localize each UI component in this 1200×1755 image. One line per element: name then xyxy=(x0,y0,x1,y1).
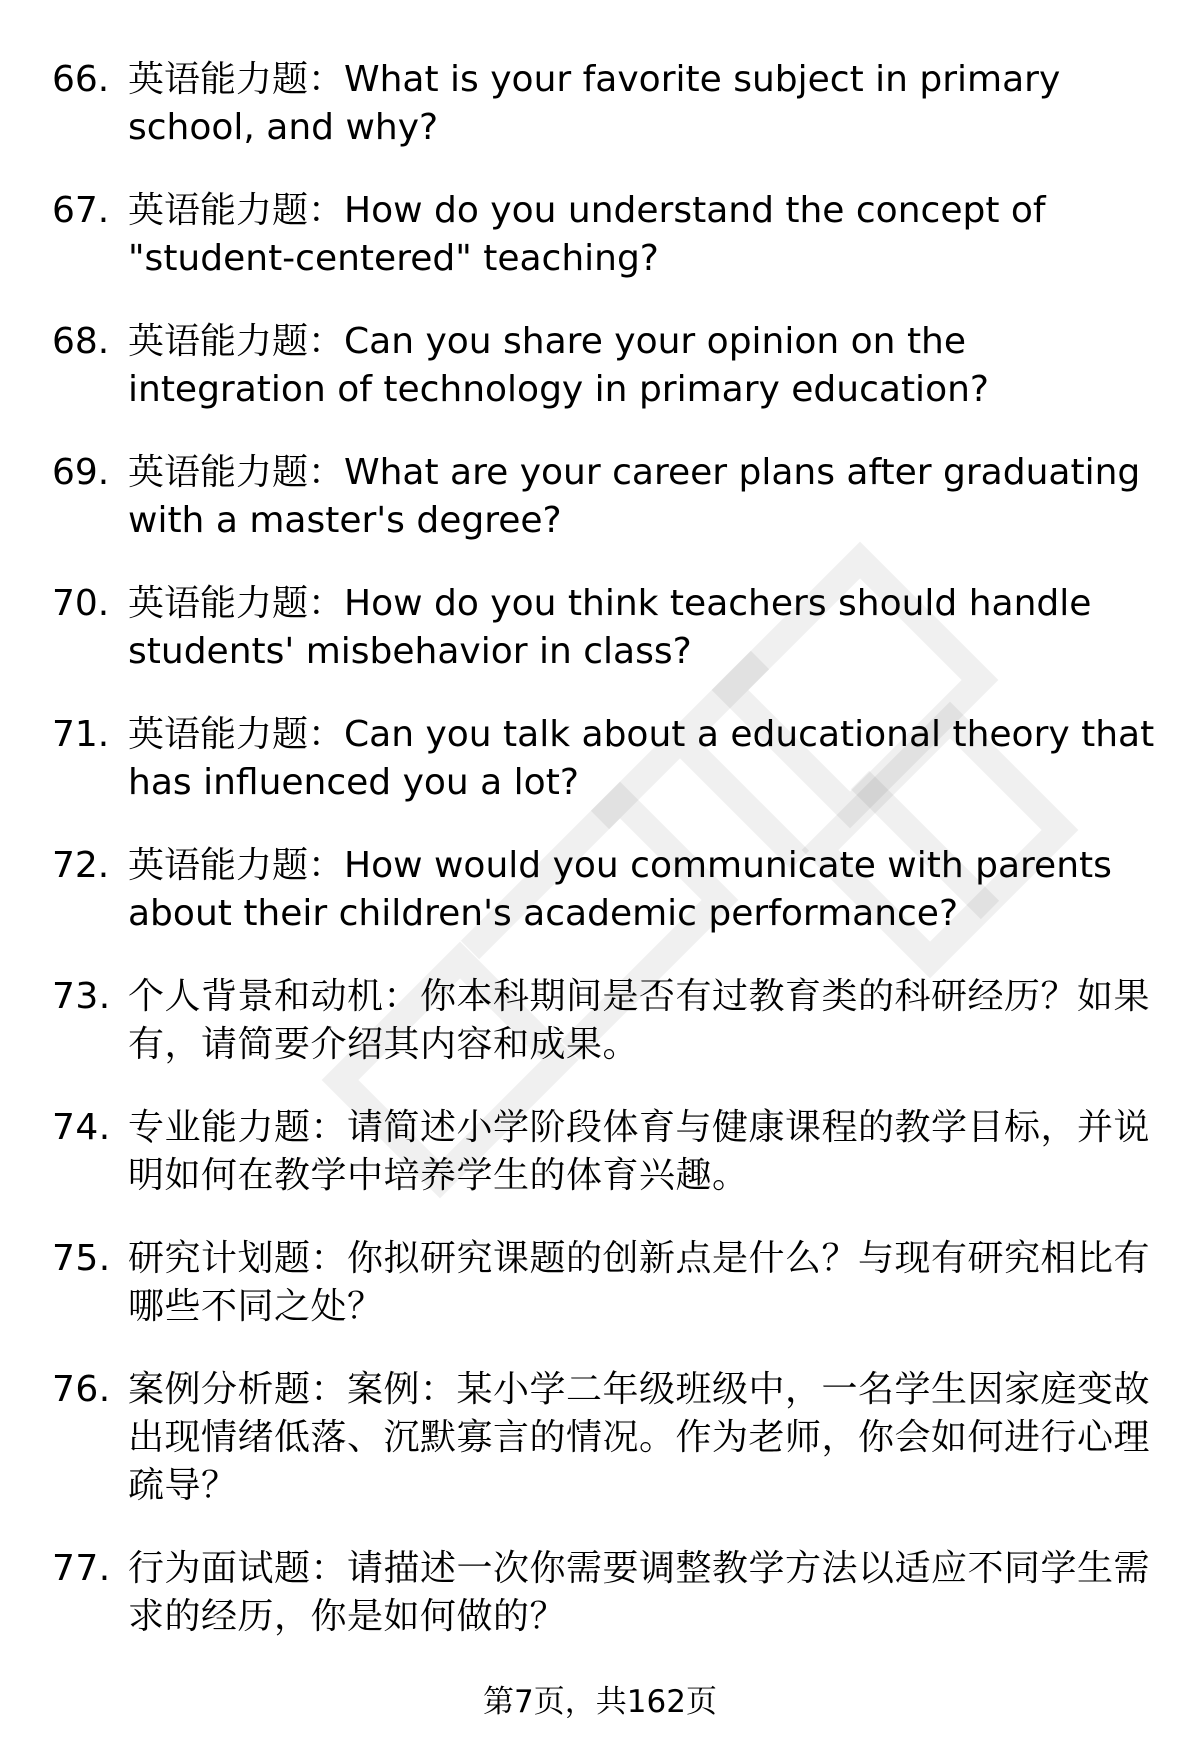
question-item xyxy=(52,56,1162,152)
question-item xyxy=(52,1545,1162,1641)
question-item xyxy=(52,580,1162,676)
question-item xyxy=(52,1366,1162,1510)
question-item xyxy=(52,1235,1162,1331)
question-text: 英语能力题：Can you talk about a educational theory that has influenced you a lot? xyxy=(128,714,1155,803)
question-number: 67. xyxy=(52,190,110,231)
question-item xyxy=(52,842,1162,938)
question-item xyxy=(52,187,1162,283)
question-number: 76. xyxy=(52,1369,111,1410)
question-number: 68. xyxy=(52,321,110,362)
question-text: 研究计划题：你拟研究课题的创新点是什么？与现有研究相比有哪些不同之处？ xyxy=(128,1238,1151,1327)
question-list xyxy=(52,56,1162,1676)
question-number: 71. xyxy=(52,714,110,755)
page-number-footer: 第7页，共162页 xyxy=(483,1684,717,1720)
question-item xyxy=(52,1104,1162,1200)
question-item xyxy=(52,449,1162,545)
question-text: 英语能力题：What are your career plans after graduating with a master's degree? xyxy=(128,452,1141,541)
question-number: 66. xyxy=(52,59,110,100)
question-number: 74. xyxy=(52,1107,111,1148)
question-number: 73. xyxy=(52,976,111,1017)
question-number: 77. xyxy=(52,1548,111,1589)
question-number: 70. xyxy=(52,583,110,624)
question-text: 个人背景和动机：你本科期间是否有过教育类的科研经历？如果有，请简要介绍其内容和成果。 xyxy=(128,976,1151,1065)
question-text: 案例分析题：案例：某小学二年级班级中，一名学生因家庭变故出现情绪低落、沉默寡言的情况。作为老师，你会如何进行心理疏导？ xyxy=(128,1369,1151,1506)
question-number: 69. xyxy=(52,452,110,493)
question-text: 英语能力题：How do you think teachers should handle students' misbehavior in class? xyxy=(128,583,1092,672)
question-item xyxy=(52,973,1162,1069)
question-text: 英语能力题：How do you understand the concept of "student-centered" teaching? xyxy=(128,190,1046,279)
question-text: 英语能力题：How would you communicate with parents about their children's academic performance? xyxy=(128,845,1112,934)
question-text: 英语能力题：Can you share your opinion on the integration of technology in primary education? xyxy=(128,321,990,410)
question-item xyxy=(52,711,1162,807)
question-number: 75. xyxy=(52,1238,111,1279)
question-text: 专业能力题：请简述小学阶段体育与健康课程的教学目标，并说明如何在教学中培养学生的体育兴趣。 xyxy=(128,1107,1151,1196)
question-text: 行为面试题：请描述一次你需要调整教学方法以适应不同学生需求的经历，你是如何做的？ xyxy=(128,1548,1151,1637)
question-text: 英语能力题：What is your favorite subject in primary school, and why? xyxy=(128,59,1061,148)
question-number: 72. xyxy=(52,845,110,886)
question-item xyxy=(52,318,1162,414)
